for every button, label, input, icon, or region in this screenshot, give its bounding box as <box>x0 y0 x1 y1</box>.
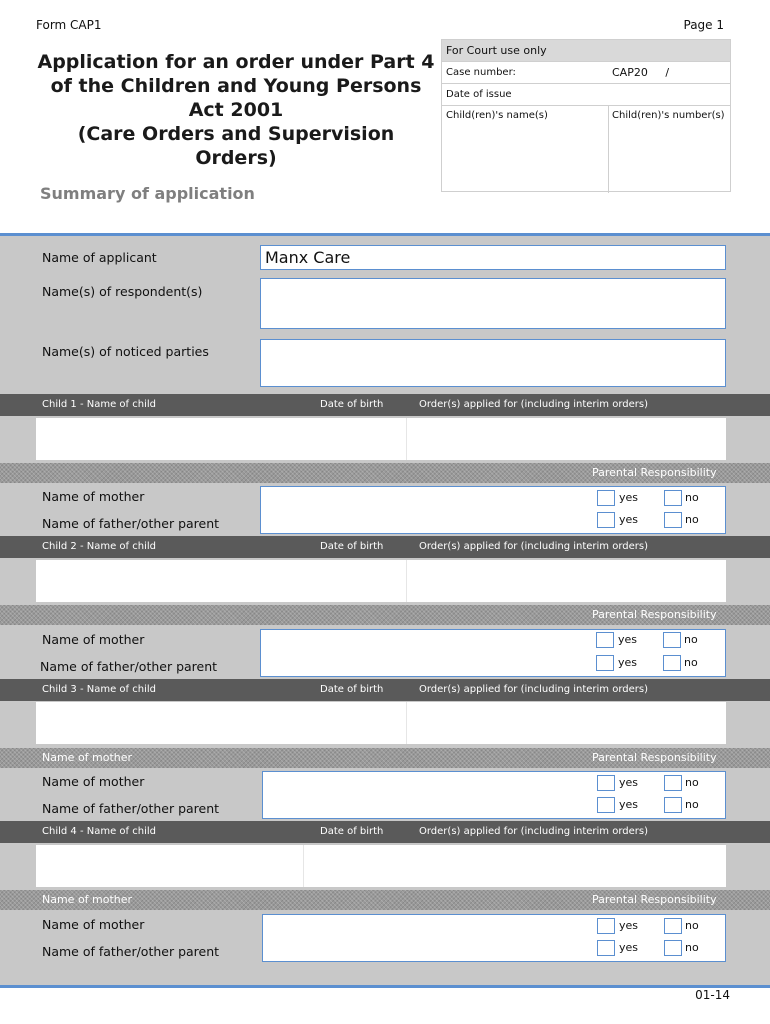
form-version-code: 01-14 <box>695 988 730 1002</box>
child-3-name-header: Child 3 - Name of child <box>42 684 156 695</box>
child-1-parents-field[interactable] <box>260 486 726 534</box>
child-3-mother-yes-checkbox[interactable] <box>597 775 615 791</box>
child-1-parents-bar <box>0 463 770 483</box>
divider <box>406 702 407 744</box>
no-label: no <box>685 513 699 526</box>
child-4-mother-yes-checkbox[interactable] <box>597 918 615 934</box>
father-label: Name of father/other parent <box>42 944 220 959</box>
no-label: no <box>685 941 699 954</box>
summary-heading: Summary of application <box>40 184 255 203</box>
child-3-header-bar <box>0 679 770 701</box>
father-label: Name of father/other parent <box>42 516 220 531</box>
child-3-parents-bar-left: Name of mother <box>42 751 133 764</box>
child-1-mother-yes-checkbox[interactable] <box>597 490 615 506</box>
child-3-father-no-checkbox[interactable] <box>664 797 682 813</box>
child-4-details-field[interactable] <box>36 845 726 887</box>
father-label: Name of father/other parent <box>40 659 218 674</box>
child-2-father-no-checkbox[interactable] <box>663 655 681 671</box>
court-use-header: For Court use only <box>442 40 730 61</box>
date-of-issue-label: Date of issue <box>446 89 512 100</box>
noticed-parties-label: Name(s) of noticed parties <box>42 344 209 359</box>
yes-label: yes <box>618 656 638 669</box>
parental-responsibility-heading: Parental Responsibility <box>592 751 717 764</box>
child-1-mother-no-checkbox[interactable] <box>664 490 682 506</box>
yes-label: yes <box>619 941 639 954</box>
child-1-name-header: Child 1 - Name of child <box>42 399 156 410</box>
father-label: Name of father/other parent <box>42 801 220 816</box>
divider <box>303 845 304 887</box>
yes-label: yes <box>619 513 639 526</box>
mother-label: Name of mother <box>42 774 145 789</box>
applicant-field[interactable]: Manx Care <box>260 245 726 270</box>
title-line: of the Children and Young Persons <box>50 75 422 97</box>
child-3-orders-header: Order(s) applied for (including interim orders) <box>419 684 648 695</box>
child-2-header-bar <box>0 536 770 558</box>
form-id: Form CAP1 <box>36 18 102 32</box>
court-use-box <box>441 39 731 192</box>
no-label: no <box>684 633 698 646</box>
child-2-parents-field[interactable] <box>260 629 726 677</box>
child-4-parents-field[interactable] <box>262 914 726 962</box>
child-2-name-header: Child 2 - Name of child <box>42 541 156 552</box>
divider <box>406 418 407 460</box>
child-4-father-yes-checkbox[interactable] <box>597 940 615 956</box>
child-1-header-bar <box>0 394 770 416</box>
applicant-label: Name of applicant <box>42 250 157 265</box>
title-line: Act 2001 <box>188 99 284 121</box>
child-4-header-bar <box>0 821 770 843</box>
child-4-orders-header: Order(s) applied for (including interim orders) <box>419 826 648 837</box>
child-1-father-yes-checkbox[interactable] <box>597 512 615 528</box>
child-2-mother-no-checkbox[interactable] <box>663 632 681 648</box>
no-label: no <box>685 798 699 811</box>
page-number: Page 1 <box>683 18 724 32</box>
parental-responsibility-heading: Parental Responsibility <box>592 893 717 906</box>
child-4-mother-no-checkbox[interactable] <box>664 918 682 934</box>
child-2-details-field[interactable] <box>36 560 726 602</box>
divider <box>406 560 407 602</box>
children-numbers-label: Child(ren)'s number(s) <box>612 110 725 121</box>
children-row <box>442 105 730 193</box>
mother-label: Name of mother <box>42 917 145 932</box>
case-number-row <box>442 61 730 83</box>
child-4-name-header: Child 4 - Name of child <box>42 826 156 837</box>
child-2-dob-header: Date of birth <box>320 541 384 552</box>
child-3-mother-no-checkbox[interactable] <box>664 775 682 791</box>
child-3-parents-field[interactable] <box>262 771 726 819</box>
parental-responsibility-heading: Parental Responsibility <box>592 466 717 479</box>
child-1-details-field[interactable] <box>36 418 726 460</box>
case-number-label: Case number: <box>446 67 516 78</box>
child-2-parents-bar <box>0 605 770 625</box>
child-3-parents-bar <box>0 748 770 768</box>
no-label: no <box>685 491 699 504</box>
children-names-label: Child(ren)'s name(s) <box>446 110 548 121</box>
child-2-father-yes-checkbox[interactable] <box>596 655 614 671</box>
child-1-father-no-checkbox[interactable] <box>664 512 682 528</box>
title-line: (Care Orders and Supervision Orders) <box>77 123 395 169</box>
child-4-parents-bar <box>0 890 770 910</box>
child-3-dob-header: Date of birth <box>320 684 384 695</box>
child-4-father-no-checkbox[interactable] <box>664 940 682 956</box>
yes-label: yes <box>618 633 638 646</box>
child-1-dob-header: Date of birth <box>320 399 384 410</box>
title-line: Application for an order under Part 4 <box>37 51 435 73</box>
yes-label: yes <box>619 798 639 811</box>
respondents-label: Name(s) of respondent(s) <box>42 284 203 299</box>
child-1-orders-header: Order(s) applied for (including interim orders) <box>419 399 648 410</box>
yes-label: yes <box>619 776 639 789</box>
parental-responsibility-heading: Parental Responsibility <box>592 608 717 621</box>
date-of-issue-row <box>442 83 730 105</box>
case-number-value[interactable]: CAP20 / <box>612 66 670 79</box>
child-4-parents-bar-left: Name of mother <box>42 893 133 906</box>
no-label: no <box>684 656 698 669</box>
child-3-details-field[interactable] <box>36 702 726 744</box>
court-divider <box>608 105 609 193</box>
child-4-dob-header: Date of birth <box>320 826 384 837</box>
mother-label: Name of mother <box>42 632 145 647</box>
child-2-mother-yes-checkbox[interactable] <box>596 632 614 648</box>
yes-label: yes <box>619 919 639 932</box>
child-3-father-yes-checkbox[interactable] <box>597 797 615 813</box>
respondents-field[interactable] <box>260 278 726 329</box>
yes-label: yes <box>619 491 639 504</box>
no-label: no <box>685 776 699 789</box>
noticed-parties-field[interactable] <box>260 339 726 387</box>
mother-label: Name of mother <box>42 489 145 504</box>
form-title <box>36 50 436 170</box>
child-2-orders-header: Order(s) applied for (including interim orders) <box>419 541 648 552</box>
no-label: no <box>685 919 699 932</box>
